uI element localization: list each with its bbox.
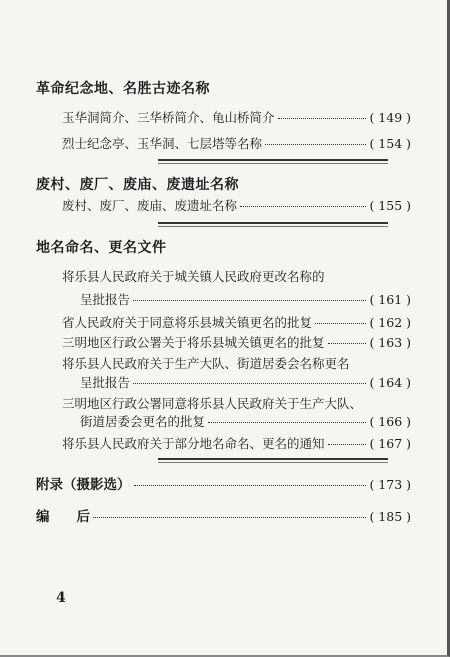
leader-dots — [278, 118, 367, 119]
entry-page: ( 149 ) — [369, 110, 411, 125]
section-title-abandoned-sites: 废村、废厂、废庙、废遗址名称 — [36, 177, 239, 193]
entry-title: 将乐县人民政府关于部分地名命名、更名的通知 — [62, 436, 325, 451]
entry-title: 玉华洞简介、三华桥简介、龟山桥简介 — [62, 110, 275, 125]
entry-title: 街道居委会更名的批复 — [80, 414, 206, 429]
toc-entry[interactable] — [80, 412, 411, 430]
entry-title: 三明地区行政公署关于将乐县城关镇更名的批复 — [62, 335, 325, 350]
entry-title-line1: 三明地区行政公署同意将乐县人民政府关于生产大队、 — [62, 396, 363, 411]
leader-dots — [240, 206, 366, 207]
entry-page: ( 154 ) — [369, 136, 411, 151]
entry-page: ( 162 ) — [369, 315, 411, 330]
leader-dots — [265, 144, 366, 145]
postscript-page: ( 185 ) — [369, 509, 411, 524]
toc-entry-appendix[interactable] — [36, 473, 411, 493]
leader-dots — [133, 300, 366, 301]
toc-entry[interactable] — [62, 333, 411, 351]
entry-title: 呈批报告 — [80, 375, 131, 390]
appendix-title: 附录（摄影选） — [36, 477, 131, 493]
page-number: 4 — [56, 590, 66, 606]
leader-dots — [134, 485, 367, 486]
section-divider — [158, 458, 388, 460]
entry-title-line1: 将乐县人民政府关于城关镇人民政府更改名称的 — [62, 269, 325, 284]
section-title-memorials: 革命纪念地、名胜古迹名称 — [36, 81, 210, 97]
leader-dots — [328, 343, 367, 344]
entry-page: ( 155 ) — [369, 198, 411, 213]
toc-entry[interactable] — [62, 108, 411, 126]
entry-page: ( 164 ) — [369, 375, 411, 390]
entry-page: ( 161 ) — [369, 292, 411, 307]
leader-dots — [133, 383, 366, 384]
toc-entry-postscript[interactable] — [36, 505, 411, 525]
leader-dots — [315, 323, 366, 324]
entry-title: 烈士纪念亭、玉华洞、七层塔等名称 — [62, 136, 263, 151]
entry-title-line1: 将乐县人民政府关于生产大队、街道居委会名称更名 — [62, 356, 350, 371]
toc-entry[interactable] — [62, 313, 411, 331]
leader-dots — [93, 517, 366, 518]
toc-entry[interactable] — [80, 373, 411, 391]
entry-title: 呈批报告 — [80, 292, 131, 307]
toc-entry[interactable] — [62, 196, 411, 214]
leader-dots — [328, 444, 367, 445]
toc-entry[interactable] — [80, 290, 411, 308]
section-divider — [158, 159, 388, 161]
section-title-naming-documents: 地名命名、更名文件 — [36, 240, 167, 256]
toc-entry[interactable] — [62, 134, 411, 152]
toc-entry[interactable] — [62, 434, 411, 452]
section-divider — [158, 222, 388, 224]
entry-page: ( 167 ) — [369, 436, 411, 451]
entry-title: 省人民政府关于同意将乐县城关镇更名的批复 — [62, 315, 313, 330]
entry-page: ( 163 ) — [369, 335, 411, 350]
entry-title: 废村、废厂、废庙、废遗址名称 — [62, 198, 238, 213]
entry-page: ( 166 ) — [369, 414, 411, 429]
appendix-page: ( 173 ) — [369, 477, 411, 492]
leader-dots — [208, 422, 366, 423]
postscript-title: 编 后 — [36, 509, 90, 525]
